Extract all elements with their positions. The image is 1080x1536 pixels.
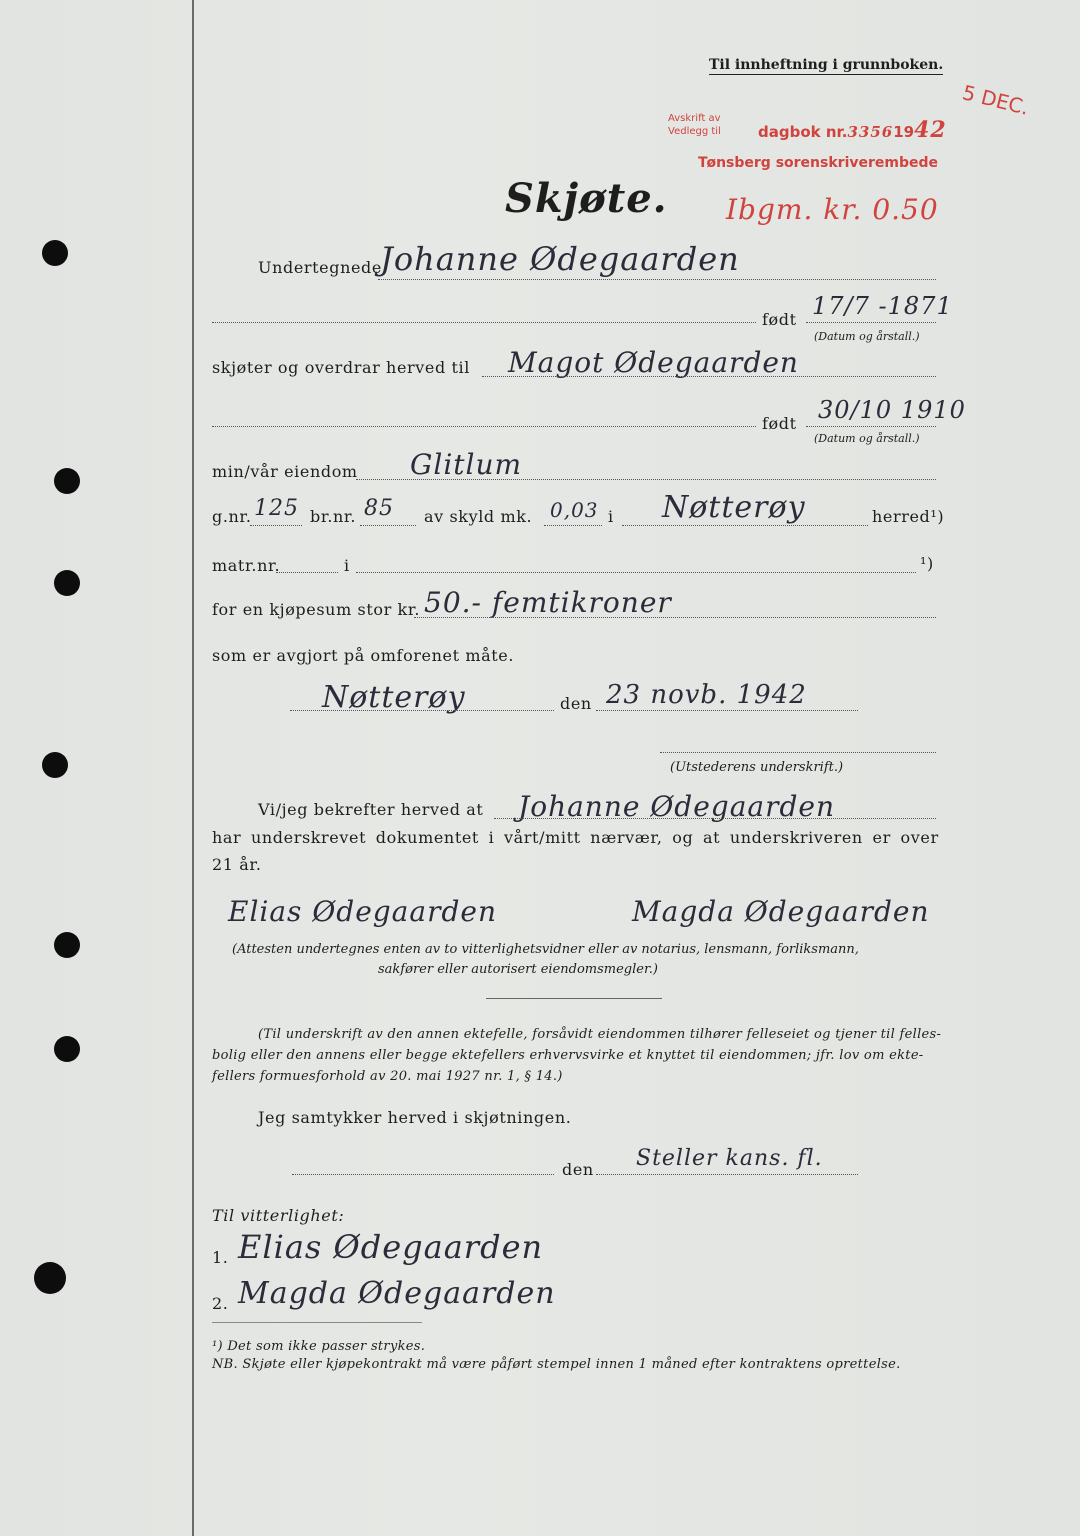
eiendom-value: Glitlum [410,448,523,481]
fodt-label: født [762,414,797,433]
kjopesum-value: 50.- femtikroner [424,586,672,619]
attest-label: Vi/jeg bekrefter herved at [258,800,484,819]
gnr-label: g.nr. [212,507,252,526]
spouse-note3: fellers formuesforhold av 20. mai 1927 nr. 1, § 14.) [212,1069,563,1084]
footnote-separator [212,1322,422,1323]
dotted-line [212,322,756,323]
dotted-line [806,426,936,427]
place-value: Nøtterøy [322,680,466,715]
witness1-signature: Elias Ødegaarden [228,895,497,928]
punch-hole [34,1262,66,1294]
dotted-line [596,1174,858,1175]
matr-i-label: i [344,556,350,575]
punch-hole [54,570,80,596]
gnr-value: 125 [254,496,299,521]
dotted-line [494,818,936,819]
undertegnede-value: Johanne Ødegaarden [380,240,740,278]
dotted-line [596,710,858,711]
bnr-label: br.nr. [310,507,357,526]
spouse-note1: (Til underskrift av den annen ektefelle, forsåvidt eiendommen tilhører felleseiet og tjener til felles- [258,1027,942,1042]
datum-hint: (Datum og årstall.) [814,432,920,445]
herred-label: herred¹) [872,507,945,526]
punch-hole [42,752,68,778]
skjoter-label: skjøter og overdrar herved til [212,358,470,377]
binding-margin-line [192,0,194,1536]
dotted-line [360,525,416,526]
datum-hint: (Datum og årstall.) [814,330,920,343]
den-label: den [560,694,592,713]
fodt1-value: 17/7 -1871 [812,292,953,320]
witness2-signature: Magda Ødegaarden [632,895,930,928]
signature-line [660,752,936,753]
stamp-dagbok: dagbok nr.33561942 [758,117,947,143]
punch-hole [54,468,80,494]
matr-end: ¹) [920,554,934,573]
vitterlighet-label: Til vitterlighet: [212,1206,345,1225]
dotted-line [378,279,936,280]
punch-hole [54,1036,80,1062]
vitterlighet-name2: Magda Ødegaarden [238,1276,556,1311]
avgjort-text: som er avgjort på omforenet måte. [212,646,515,665]
i-label: i [608,507,614,526]
witness-number-2: 2. [212,1294,229,1313]
dotted-line [544,525,602,526]
dotted-line [292,1174,554,1175]
skjoter-value: Magot Ødegaarden [508,346,799,379]
matr-label: matr.nr. [212,556,281,575]
spouse-note2: bolig eller den annens eller begge ektefellers erhvervsvirke et knyttet til eiendommen; jfr. lov om ekte- [212,1048,924,1063]
skyld-label: av skyld mk. [424,507,533,526]
dotted-line [250,525,302,526]
dotted-line [212,426,756,427]
dotted-line [356,479,936,480]
consent-text: Jeg samtykker herved i skjøtningen. [258,1108,572,1127]
attest-note1: (Attesten undertegnes enten av to vitterlighetsvidner eller av notarius, lensmann, forliksmann, [232,942,859,957]
vitterlighet-name1: Elias Ødegaarden [238,1228,544,1266]
dotted-line [356,572,916,573]
footnote-2: NB. Skjøte eller kjøpekontrakt må være påført stempel innen 1 måned efter kontraktens oprettelse. [212,1357,901,1372]
attest-note2: sakfører eller autorisert eiendomsmegler.) [378,962,658,977]
stamp-prefix: Avskrift av Vedlegg til [668,113,721,137]
utsteder-label: (Utstederens underskrift.) [670,760,844,775]
separator-line [486,998,662,999]
footnote-1: ¹) Det som ikke passer strykes. [212,1339,426,1354]
date-value: 23 novb. 1942 [606,680,807,710]
stamp-date: 5 DEC. [960,80,1032,120]
fodt2-value: 30/10 1910 [818,396,966,424]
undertegnede-label: Undertegnede [258,258,382,277]
herred-value: Nøtterøy [662,490,806,525]
dotted-line [414,617,936,618]
attest-line2: har underskrevet dokumentet i vårt/mitt nærvær, og at underskriveren er over [212,828,939,847]
dotted-line [806,322,936,323]
document-title: Skjøte. [505,175,668,222]
punch-hole [42,240,68,266]
consent-signature: Steller kans. fl. [636,1146,823,1171]
bnr-value: 85 [364,496,394,521]
stamp-fee: Ibgm. kr. 0.50 [726,193,939,226]
header-text: Til innheftning i grunnboken. [709,57,944,73]
attest-line3: 21 år. [212,855,262,874]
dotted-line [290,710,554,711]
skyld-value: 0,03 [550,498,599,522]
kjopesum-label: for en kjøpesum stor kr. [212,600,421,619]
witness-number-1: 1. [212,1248,229,1267]
fodt-label: født [762,310,797,329]
dotted-line [482,376,936,377]
punch-hole [54,932,80,958]
attest-value: Johanne Ødegaarden [518,790,836,823]
dotted-line [622,525,868,526]
den-label: den [562,1160,594,1179]
eiendom-label: min/vår eiendom [212,462,358,481]
dotted-line [276,572,338,573]
stamp-office: Tønsberg sorenskriverembede [698,155,939,171]
